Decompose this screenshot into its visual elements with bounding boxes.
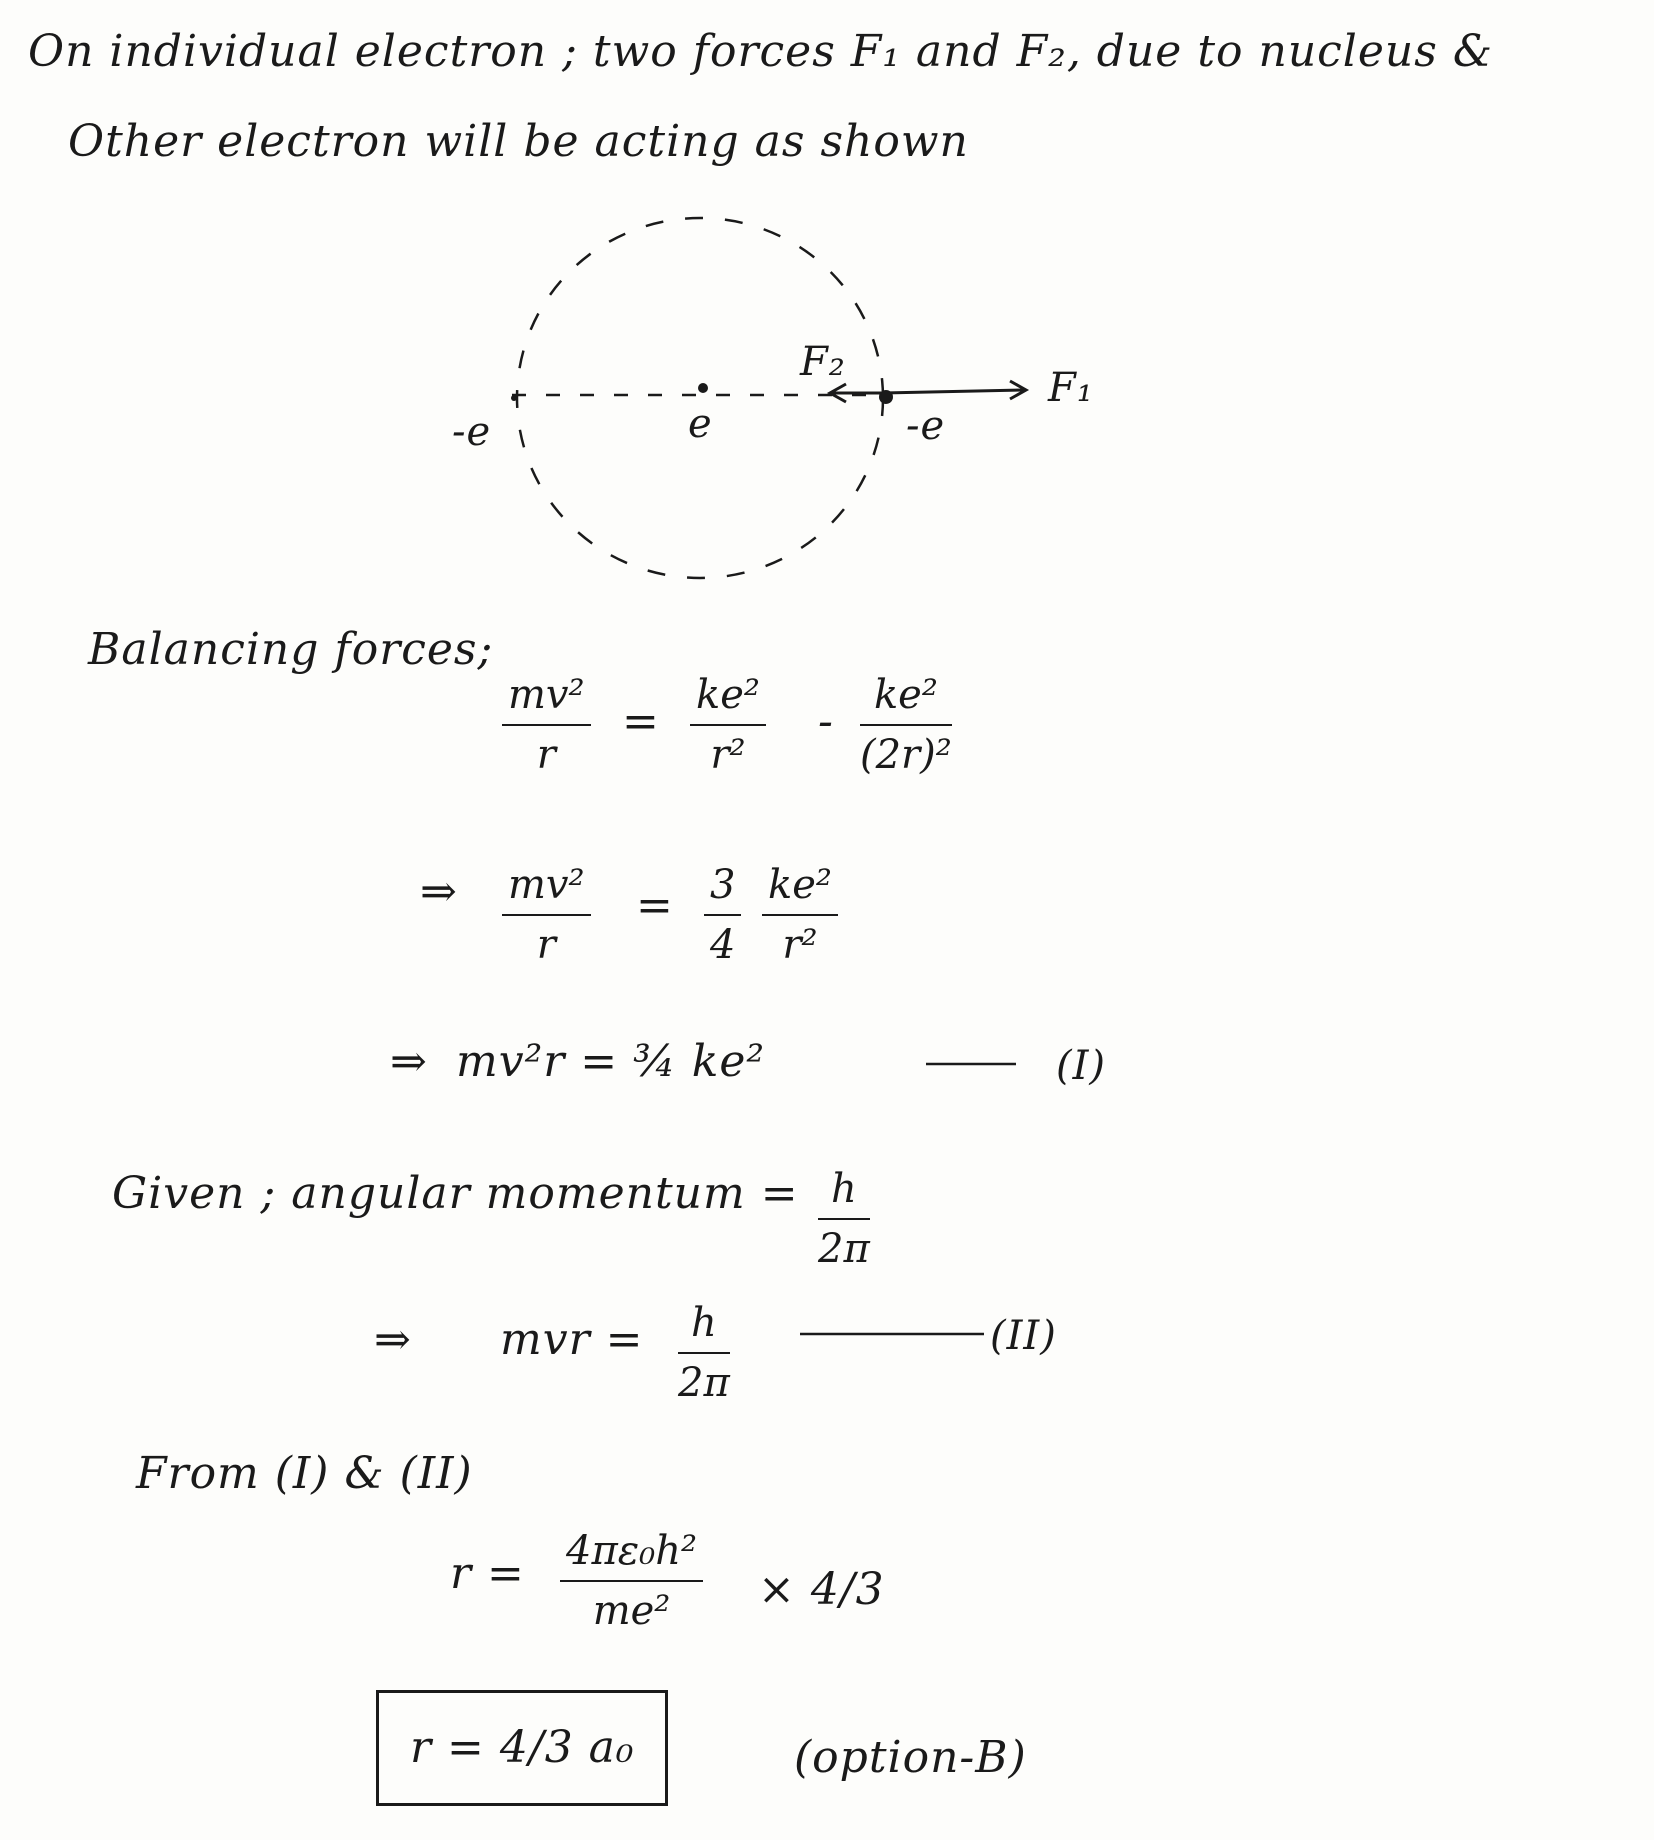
eq2-lhs-den: r	[536, 922, 556, 968]
eq4-lhs: mvr =	[500, 1314, 644, 1365]
eq2-lhs-num: mv²	[508, 862, 585, 908]
eq1-term2-num: ke²	[873, 672, 938, 718]
eq2-coef-num: 3	[710, 862, 736, 908]
eq3-implies: ⇒	[390, 1036, 428, 1087]
f2-label: F₂	[800, 339, 846, 385]
eq5-num: 4πε₀h²	[566, 1528, 698, 1574]
answer-option: (option-B)	[794, 1732, 1027, 1783]
nucleus-label: e	[688, 401, 713, 447]
eq1-lhs-num: mv²	[508, 672, 585, 718]
eq3-tag: (I)	[1056, 1043, 1107, 1089]
intro-line-1: On individual electron ; two forces F₁ and F₂, due to nucleus &	[28, 26, 1493, 77]
eq5-den: me²	[592, 1588, 671, 1634]
f1-label: F₁	[1048, 365, 1094, 411]
eq4-implies: ⇒	[374, 1314, 412, 1365]
eq2-equals: =	[636, 880, 674, 931]
intro-line-2: Other electron will be acting as shown	[68, 116, 969, 167]
eq1-equals: =	[622, 696, 660, 747]
eq1-term1-num: ke²	[696, 672, 760, 718]
eq4-tag: (II)	[990, 1313, 1057, 1359]
left-electron-label: -e	[452, 409, 492, 455]
given-den: 2π	[818, 1226, 870, 1272]
eq1-term2-den: (2r)²	[860, 732, 952, 778]
eq1-lhs-den: r	[536, 732, 556, 778]
eq2-rhs-num: ke²	[768, 862, 832, 908]
eq1-term1-den: r²	[710, 732, 746, 778]
eq5-times: × 4/3	[758, 1564, 885, 1615]
answer-text: r = 4/3 a₀	[410, 1722, 635, 1773]
eq4-num: h	[690, 1300, 717, 1346]
balancing-heading: Balancing forces;	[88, 624, 494, 675]
eq2-rhs-den: r²	[782, 922, 818, 968]
right-electron-label: -e	[906, 403, 946, 449]
eq5-fraction	[560, 1528, 703, 1634]
eq5-lhs: r =	[450, 1548, 525, 1599]
eq3-text: mv²r = ¾ ke²	[456, 1036, 766, 1087]
eq4-den: 2π	[678, 1360, 730, 1406]
eq2-coef-den: 4	[710, 922, 736, 968]
given-num: h	[830, 1166, 857, 1212]
eq2-implies: ⇒	[420, 866, 458, 917]
eq1-minus: -	[818, 696, 834, 747]
given-text: Given ; angular momentum =	[112, 1168, 799, 1219]
from-text: From (I) & (II)	[136, 1448, 473, 1499]
